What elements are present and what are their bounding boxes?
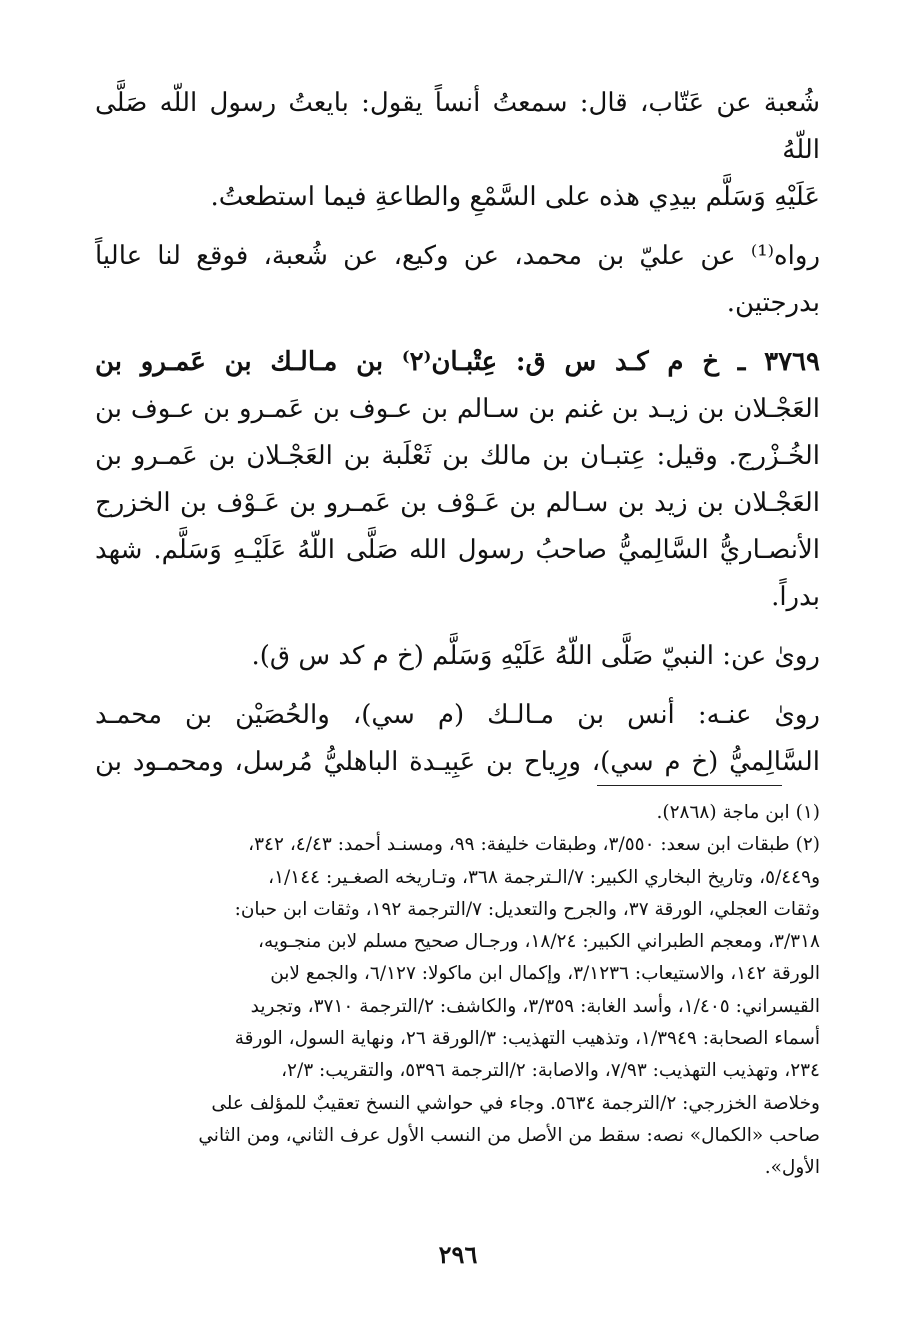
entry-heading-line: ٣٧٦٩ ـ خ م كـد س ق: عِتْبـان⁽٢⁾ بن مـالـك بن عَمـرو بن	[95, 347, 821, 377]
text-line: السَّالِميُّ (خ م سي)، ورِياح بن عَبِيـدة الباهليُّ مُرسل، ومحمـود بن	[95, 747, 820, 777]
footnote-line: وخلاصة الخزرجي: ٢/الترجمة ٥٦٣٤. وجاء في حواشي النسخ تعقيبٌ للمؤلف على	[211, 1092, 820, 1114]
text-line: رواه⁽¹⁾ عن عليّ بن محمد، عن وكيع، عن شُعبة، فوقع لنا عالياً	[95, 241, 820, 271]
footnote-line: صاحب «الكمال» نصه: سقط من الأصل من النسب الأول عرف الثاني، ومن الثاني	[198, 1124, 820, 1146]
footnote-line: الورقة ١٤٢، والاستيعاب: ٣/١٢٣٦، وإكمال ابن ماكولا: ٦/١٢٧، والجمع لابن	[270, 963, 820, 985]
narrated-from	[95, 633, 820, 680]
footnote-text: ابن ماجة (٢٨٦٨).	[656, 802, 790, 823]
text-line: عَلَيْهِ وَسَلَّم بيدِي هذه على السَّمْعِ والطاعةِ فيما استطعتُ.	[210, 182, 820, 212]
footnote-line: و٥/٤٤٩، وتاريخ البخاري الكبير: ٧/الـترجمة ٣٦٨، وتـاريخه الصغـير: ١/١٤٤،	[268, 866, 820, 888]
text-line: بدراً.	[771, 582, 820, 612]
text-line: روىٰ عن: النبيّ صَلَّى اللّهُ عَلَيْهِ وَسَلَّم (خ م كد س ق).	[251, 641, 820, 671]
text-line: بدرجتين.	[726, 288, 820, 318]
text-line: العَجْـلان بن زيـد بن غنم بن سـالم بن عـوف بن عَمـرو بن عـوف بن	[95, 394, 820, 424]
footnote-line: الأول».	[764, 1157, 820, 1179]
text-line: روىٰ عنـه: أنس بن مـالـك (م سي)، والحُصَيْن بن محمـد	[95, 700, 820, 730]
footnotes	[95, 797, 820, 1185]
footnote-line: ٣/٣١٨، ومعجم الطبراني الكبير: ١٨/٢٤، ورجـال صحيح مسلم لابن منجـويه،	[258, 931, 820, 953]
paragraph-riwaya	[95, 233, 820, 327]
text-line: الأنصـاريُّ السَّالِميُّ صاحبُ رسول الله صَلَّى اللّهُ عَلَيْـهِ وَسَلَّم. شهد	[95, 535, 820, 565]
footnote-2	[95, 829, 820, 1184]
biography-entry	[95, 339, 820, 621]
footnote-line: ٢٣٤، وتهذيب التهذيب: ٧/٩٣، والاصابة: ٢/الترجمة ٥٣٩٦، والتقريب: ٢/٣،	[281, 1060, 820, 1082]
footnote-1	[95, 797, 820, 829]
footnote-number: (٢)	[795, 834, 820, 856]
text-line: الخُـزْرج. وقيل: عِتبـان بن مالك بن ثَعْلَبة بن العَجْـلان بن عَمـرو بن	[95, 441, 820, 471]
page-number: ٢٩٦	[438, 1240, 478, 1269]
paragraph-hadith	[95, 80, 820, 221]
footnote-line: وثقات العجلي، الورقة ٣٧، والجرح والتعديل: ٧/الترجمة ١٩٢، وثقات ابن حبان:	[234, 898, 820, 920]
footnote-number: (١)	[795, 802, 820, 823]
main-text	[95, 80, 820, 786]
footnote-line: أسماء الصحابة: ١/٣٩٤٩، وتذهيب التهذيب: ٣/الورقة ٢٦، ونهاية السول، الورقة	[234, 1028, 820, 1050]
footnote-line: القيسراني: ١/٤٠٥، وأسد الغابة: ٣/٣٥٩، والكاشف: ٢/الترجمة ٣٧١٠، وتجريد	[250, 995, 820, 1017]
footnote-text: طبقات ابن سعد: ٣/٥٥٠، وطبقات خليفة: ٩٩، ومسنـد أحمد: ٤/٤٣، ٣٤٢،	[248, 834, 790, 856]
text-line: شُعبة عن عَتّاب، قال: سمعتُ أنساً يقول: بايعتُ رسول اللّه صَلَّى اللّهُ	[95, 88, 820, 165]
footnote-divider	[597, 785, 782, 786]
text-line: العَجْـلان بن زيد بن سـالم بن عَـوْف بن عَمـرو بن عَـوْف بن الخزرج	[95, 488, 820, 518]
narrated-by	[95, 692, 820, 786]
